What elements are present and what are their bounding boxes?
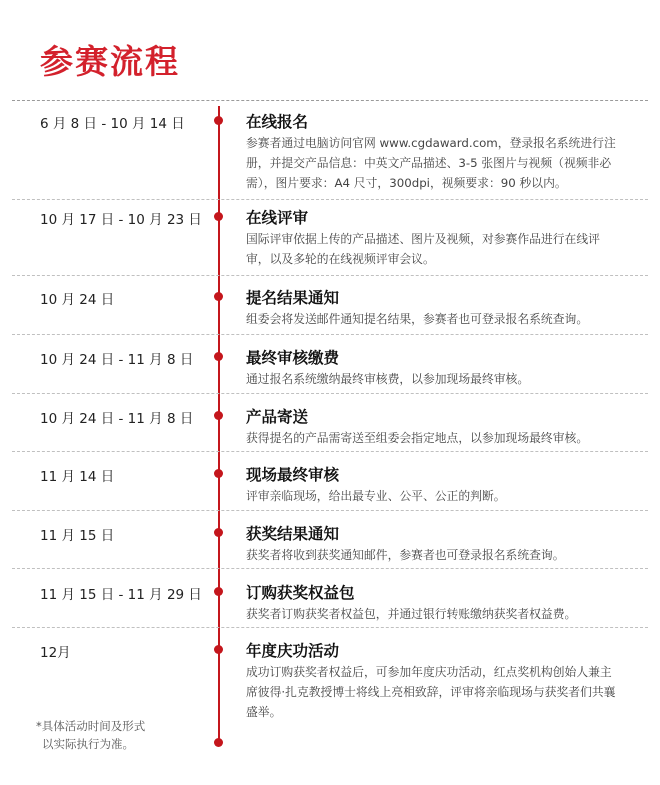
step-divider <box>12 510 648 511</box>
step-date: 10 月 24 日 - 11 月 8 日 <box>40 352 194 368</box>
step-title: 在线评审 <box>246 209 309 227</box>
footnote <box>36 717 145 753</box>
step-description: 国际评审依据上传的产品描述、图片及视频，对参赛作品进行在线评审，以及多轮的在线视频评审会议。 <box>246 232 600 266</box>
step-divider <box>12 199 648 200</box>
step-title: 年度庆功活动 <box>246 642 340 660</box>
step-divider <box>12 568 648 569</box>
step-divider <box>12 451 648 452</box>
footnote-line: 以实际执行为准。 <box>42 737 134 751</box>
timeline-dot <box>214 587 223 596</box>
timeline-end-dot <box>214 738 223 747</box>
timeline-dot <box>214 352 223 361</box>
step-date: 11 月 15 日 <box>40 528 115 544</box>
step-description: 获得提名的产品需寄送至组委会指定地点，以参加现场最终审核。 <box>246 431 589 445</box>
page-title: 参赛流程 <box>40 42 180 81</box>
step-date: 11 月 14 日 <box>40 469 115 485</box>
step-description: 成功订购获奖者权益后，可参加年度庆功活动，红点奖机构创始人兼主席彼得·扎克教授博士将线上亮相致辞，评审将亲临现场与获奖者们共襄盛举。 <box>246 665 616 719</box>
step-divider <box>12 275 648 276</box>
step-description: 获奖者将收到获奖通知邮件，参赛者也可登录报名系统查询。 <box>246 548 565 562</box>
footnote-line: *具体活动时间及形式 <box>36 719 146 733</box>
step-date: 10 月 24 日 - 11 月 8 日 <box>40 411 194 427</box>
step-description: 参赛者通过电脑访问官网 www.cgdaward.com，登录报名系统进行注册，并提交产品信息：中英文产品描述、3-5 张图片与视频（视频非必需），图片要求：A4 尺寸，300dpi，视频要求：90 秒以内。 <box>246 136 616 190</box>
step-description: 评审亲临现场，给出最专业、公平、公正的判断。 <box>246 489 506 503</box>
step-date: 10 月 17 日 - 10 月 23 日 <box>40 212 202 228</box>
step-divider <box>12 393 648 394</box>
step-title: 订购获奖权益包 <box>246 584 355 602</box>
step-title: 获奖结果通知 <box>246 525 340 543</box>
title-divider <box>12 100 648 101</box>
step-description: 通过报名系统缴纳最终审核费，以参加现场最终审核。 <box>246 372 530 386</box>
step-title: 现场最终审核 <box>246 466 340 484</box>
timeline-dot <box>214 528 223 537</box>
timeline-dot <box>214 469 223 478</box>
timeline-dot <box>214 212 223 221</box>
timeline-dot <box>214 292 223 301</box>
step-description: 获奖者订购获奖者权益包，并通过银行转账缴纳获奖者权益费。 <box>246 607 577 621</box>
step-divider <box>12 334 648 335</box>
step-title: 产品寄送 <box>246 408 309 426</box>
step-date: 6 月 8 日 - 10 月 14 日 <box>40 116 185 132</box>
step-date: 11 月 15 日 - 11 月 29 日 <box>40 587 202 603</box>
step-date: 10 月 24 日 <box>40 292 115 308</box>
timeline-dot <box>214 411 223 420</box>
step-divider <box>12 627 648 628</box>
timeline-dot <box>214 116 223 125</box>
step-description: 组委会将发送邮件通知提名结果，参赛者也可登录报名系统查询。 <box>246 312 589 326</box>
timeline-dot <box>214 645 223 654</box>
step-date: 12月 <box>40 645 71 661</box>
step-title: 最终审核缴费 <box>246 349 340 367</box>
step-title: 提名结果通知 <box>246 289 340 307</box>
step-title: 在线报名 <box>246 113 309 131</box>
